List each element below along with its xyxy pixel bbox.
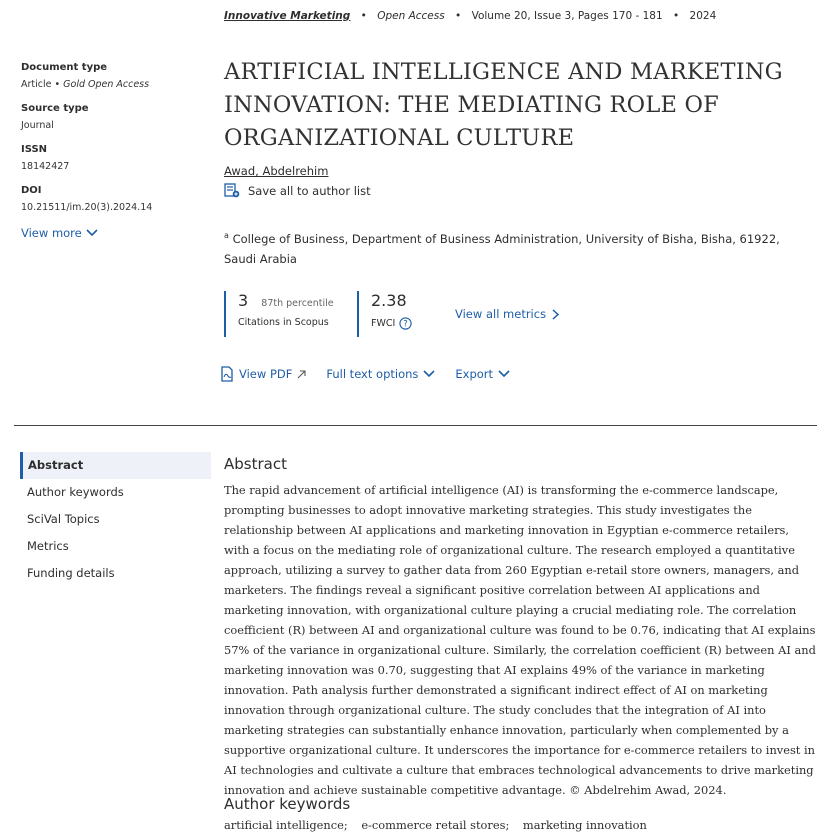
doi-label: DOI	[21, 185, 42, 196]
view-more-button[interactable]: View more	[21, 226, 211, 240]
author-affiliation: $^a$ College of Business, Department of Business Administration, University of Bisha, Bisha, 61922, Saudi Arabia	[224, 231, 780, 266]
chevron-right-icon	[552, 309, 559, 320]
nav-item-abstract[interactable]: Abstract	[20, 452, 211, 479]
article-title: ARTIFICIAL INTELLIGENCE AND MARKETING INNOVATION: THE MEDIATING ROLE OF ORGANIZATIONAL CULTURE	[224, 59, 783, 151]
fwci-metric	[357, 291, 412, 337]
issn-value: 18142427	[21, 161, 70, 172]
source-line: Innovative Marketing • Open Access • Volume 20, Issue 3, Pages 170 - 181 • 2024	[224, 10, 717, 22]
external-link-icon	[297, 370, 306, 379]
document-actions	[220, 366, 510, 382]
svg-text:?: ?	[403, 319, 409, 330]
nav-item-author-keywords[interactable]: Author keywords	[27, 485, 124, 499]
view-pdf-button[interactable]: View PDF	[220, 366, 306, 382]
citations-percentile: 87th percentile	[261, 298, 334, 309]
keyword-item[interactable]: e-commerce retail stores;	[361, 818, 510, 832]
nav-item-funding-details[interactable]: Funding details	[27, 566, 115, 580]
save-all-to-author-list-button[interactable]: Save all to author list	[224, 183, 371, 198]
abstract-text: The rapid advancement of artificial intelligence (AI) is transforming the e-commerce landscape, prompting businesses to adopt innovative marketing strategies. This study investigates the relationship between AI applications and marketing innovation in Egyptian e-commerce retailers, with a focus on the mediating role of organizational culture. The research employed a quantitative approach, utilizing a survey to gather data from 260 Egyptian e-retail store owners, managers, and marketers. The findings reveal a significant positive correlation between AI applications and marketing innovation, with organizational culture playing a crucial mediating role. The correlation coefficient (R) between AI and organizational culture was found to be 0.76, indicating that AI explains 57% of the variance in organizational culture. Similarly, the correlation coefficient (R) between AI and marketing innovation was 0.70, suggesting that AI explains 49% of the variance in marketing innovation. Path analysis further demonstrated a significant indirect effect of AI on marketing innovation through organizational culture. The study concludes that the integration of AI into marketing strategies can substantially enhance innovation, particularly when complemented by a supportive organizational culture. It underscores the importance for e-commerce retailers to invest in AI technologies and cultivate a culture that embraces technological advancements to drive marketing innovation and achieve sustainable competitive advantage. © Abdelrehim Awad, 2024.	[224, 483, 816, 797]
doc-type-label: Document type	[21, 62, 108, 73]
help-icon[interactable]	[399, 317, 412, 330]
nav-item-scival-topics[interactable]: SciVal Topics	[27, 512, 100, 526]
source-type-label: Source type	[21, 103, 89, 114]
doc-type-value: Article • Gold Open Access	[21, 79, 150, 90]
author-list-icon	[224, 183, 240, 198]
pdf-icon	[220, 366, 234, 382]
fwci-label: FWCI	[371, 318, 396, 329]
chevron-down-icon	[423, 370, 435, 378]
section-nav	[20, 452, 211, 587]
fwci-value: 2.38	[371, 291, 407, 310]
source-type-value: Journal	[21, 120, 54, 131]
section-divider	[14, 425, 817, 426]
document-metadata	[21, 62, 211, 240]
full-text-options-button[interactable]: Full text options	[326, 366, 435, 382]
citations-metric	[224, 291, 334, 337]
export-button[interactable]: Export	[455, 366, 510, 382]
abstract-heading: Abstract	[224, 455, 287, 473]
author-link[interactable]: Awad, Abdelrehim	[224, 164, 329, 178]
view-all-metrics-link[interactable]: View all metrics	[455, 307, 559, 321]
author-keywords-heading: Author keywords	[224, 795, 351, 813]
issn-label: ISSN	[21, 144, 48, 155]
doi-value[interactable]: 10.21511/im.20(3).2024.14	[21, 202, 153, 213]
keyword-item[interactable]: marketing innovation	[522, 818, 647, 832]
volume-info: Volume 20, Issue 3, Pages 170 - 181	[471, 10, 663, 22]
citations-label: Citations in Scopus	[238, 317, 329, 328]
nav-item-metrics[interactable]: Metrics	[27, 539, 69, 553]
keyword-item[interactable]: artificial intelligence;	[224, 818, 348, 832]
citations-count: 3	[238, 291, 249, 310]
journal-link[interactable]: Innovative Marketing	[224, 10, 351, 22]
chevron-down-icon	[498, 370, 510, 378]
chevron-down-icon	[86, 229, 98, 237]
open-access-label: Open Access	[377, 10, 445, 22]
publication-year: 2024	[689, 10, 717, 22]
